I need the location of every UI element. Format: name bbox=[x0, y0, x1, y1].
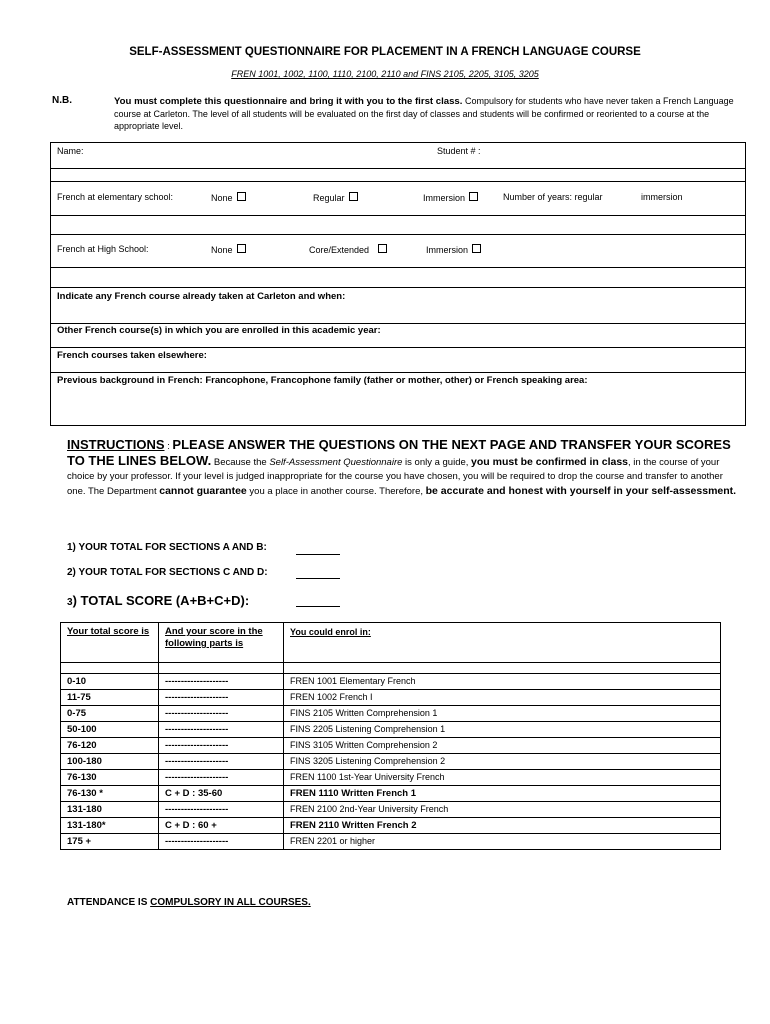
high-school-none-option[interactable] bbox=[211, 244, 246, 255]
parts-cell: -------------------- bbox=[159, 770, 284, 786]
instructions-text: is only a guide, bbox=[402, 457, 472, 468]
nb-body-text: Compulsory for students who have never taken a French Language course at Carleton. The level of all students will be evaluated on the first day of classes and students will be confirmed or reoriented to a course at the appropriate level. bbox=[114, 96, 734, 131]
divider bbox=[51, 168, 745, 169]
elsewhere-course-label: French courses taken elsewhere: bbox=[57, 350, 207, 361]
elementary-none-checkbox[interactable] bbox=[237, 192, 246, 201]
instructions-colon: : bbox=[164, 441, 173, 452]
course-cell: FREN 1001 Elementary French bbox=[284, 674, 721, 690]
parts-cell: -------------------- bbox=[159, 690, 284, 706]
attendance-note bbox=[67, 897, 311, 908]
elementary-immersion-option[interactable] bbox=[423, 192, 478, 203]
course-cell: FINS 2205 Listening Comprehension 1 bbox=[284, 722, 721, 738]
score-cell: 100-180 bbox=[61, 754, 159, 770]
table-row bbox=[61, 674, 721, 690]
table-row bbox=[61, 786, 721, 802]
parts-cell: -------------------- bbox=[159, 706, 284, 722]
placement-table bbox=[60, 622, 721, 850]
nb-label: N.B. bbox=[52, 95, 72, 106]
course-cell: FINS 3205 Listening Comprehension 2 bbox=[284, 754, 721, 770]
elementary-none-option[interactable] bbox=[211, 192, 246, 203]
total-score-text: ) TOTAL SCORE (A+B+C+D): bbox=[72, 593, 250, 608]
parts-cell: -------------------- bbox=[159, 722, 284, 738]
divider bbox=[51, 234, 745, 235]
course-cell: FINS 3105 Written Comprehension 2 bbox=[284, 738, 721, 754]
parts-cell: -------------------- bbox=[159, 802, 284, 818]
instructions-text: , in the course of your choice by your professor. If your level is judged inappropriate for the course you have chosen, you will be required to drop the course and transfer to another one. The Department bbox=[67, 457, 723, 497]
course-cell: FREN 1110 Written French 1 bbox=[284, 786, 721, 802]
high-school-immersion-checkbox[interactable] bbox=[472, 244, 481, 253]
table-row bbox=[61, 690, 721, 706]
table-row bbox=[61, 834, 721, 850]
instructions-text: you a place in another course. Therefore, bbox=[246, 486, 426, 497]
carleton-course-label: Indicate any French course already taken at Carleton and when: bbox=[57, 291, 346, 302]
parts-cell: -------------------- bbox=[159, 834, 284, 850]
table-row bbox=[61, 754, 721, 770]
divider bbox=[51, 287, 745, 288]
table-header-row bbox=[61, 623, 721, 663]
total-score-line[interactable] bbox=[296, 606, 340, 607]
divider bbox=[51, 347, 745, 348]
high-school-core-checkbox[interactable] bbox=[378, 244, 387, 253]
parts-cell: C + D : 35-60 bbox=[159, 786, 284, 802]
parts-cell: -------------------- bbox=[159, 754, 284, 770]
divider bbox=[51, 267, 745, 268]
elementary-regular-option[interactable] bbox=[313, 192, 358, 203]
table-row bbox=[61, 770, 721, 786]
high-school-core-label: Core/Extended bbox=[309, 245, 370, 255]
course-cell: FINS 2105 Written Comprehension 1 bbox=[284, 706, 721, 722]
background-label: Previous background in French: Francophone, Francophone family (father or mother, other) or French speaking area: bbox=[57, 375, 588, 386]
high-school-none-label: None bbox=[211, 245, 233, 255]
course-cell: FREN 2110 Written French 2 bbox=[284, 818, 721, 834]
current-course-label: Other French course(s) in which you are enrolled in this academic year: bbox=[57, 325, 381, 336]
total-score-label bbox=[67, 593, 249, 608]
divider bbox=[51, 215, 745, 216]
elementary-immersion-checkbox[interactable] bbox=[469, 192, 478, 201]
course-list-subtitle: FREN 1001, 1002, 1100, 1110, 2100, 2110 and FINS 2105, 2205, 3105, 3205 bbox=[231, 69, 539, 79]
score-cell: 76-130 bbox=[61, 770, 159, 786]
divider bbox=[51, 372, 745, 373]
nb-note bbox=[114, 95, 740, 132]
high-school-label: French at High School: bbox=[57, 244, 149, 254]
elementary-regular-label: Regular bbox=[313, 193, 345, 203]
table-row bbox=[61, 738, 721, 754]
attendance-prefix: ATTENDANCE IS bbox=[67, 897, 151, 908]
score-cell: 175 + bbox=[61, 834, 159, 850]
total-score-number: 3 bbox=[67, 597, 73, 608]
instructions-bold: cannot guarantee bbox=[159, 485, 247, 497]
name-label: Name: bbox=[57, 146, 84, 156]
instructions-heading-rest: PLEASE ANSWER THE QUESTIONS ON THE NEXT PAGE AND TRANSFER YOUR SCORES TO THE LINES BELOW. bbox=[67, 437, 731, 468]
instructions-bold: be accurate and honest with yourself in your self-assessment. bbox=[425, 485, 737, 497]
score-cell: 131-180* bbox=[61, 818, 159, 834]
score-cell: 131-180 bbox=[61, 802, 159, 818]
table-row bbox=[61, 706, 721, 722]
score-cell: 50-100 bbox=[61, 722, 159, 738]
total-ab-line[interactable] bbox=[296, 554, 340, 555]
parts-cell: C + D : 60 + bbox=[159, 818, 284, 834]
years-immersion-label: immersion bbox=[641, 192, 683, 202]
divider bbox=[51, 323, 745, 324]
total-cd-line[interactable] bbox=[296, 578, 340, 579]
header-parts: And your score in the following parts is bbox=[159, 623, 284, 663]
score-cell: 0-75 bbox=[61, 706, 159, 722]
instructions-italic: Self-Assessment Questionnaire bbox=[269, 457, 403, 468]
divider bbox=[51, 181, 745, 182]
table-row bbox=[61, 722, 721, 738]
page-title: SELF-ASSESSMENT QUESTIONNAIRE FOR PLACEMENT IN A FRENCH LANGUAGE COURSE bbox=[129, 46, 641, 58]
total-cd-label: 2) YOUR TOTAL FOR SECTIONS C AND D: bbox=[67, 567, 268, 578]
nb-bold-text: You must complete this questionnaire and bring it with you to the first class. bbox=[114, 96, 463, 107]
parts-cell: -------------------- bbox=[159, 738, 284, 754]
elementary-immersion-label: Immersion bbox=[423, 193, 466, 203]
high-school-core-option[interactable] bbox=[309, 244, 387, 255]
instructions-bold: you must be confirmed in class bbox=[471, 456, 629, 468]
header-score: Your total score is bbox=[61, 623, 159, 663]
instructions-text: Because the bbox=[211, 457, 270, 468]
elementary-regular-checkbox[interactable] bbox=[349, 192, 358, 201]
high-school-immersion-option[interactable] bbox=[426, 244, 481, 255]
total-ab-label: 1) YOUR TOTAL FOR SECTIONS A AND B: bbox=[67, 542, 267, 553]
score-cell: 11-75 bbox=[61, 690, 159, 706]
course-cell: FREN 1100 1st-Year University French bbox=[284, 770, 721, 786]
high-school-none-checkbox[interactable] bbox=[237, 244, 246, 253]
course-cell: FREN 1002 French I bbox=[284, 690, 721, 706]
score-cell: 76-120 bbox=[61, 738, 159, 754]
course-cell: FREN 2100 2nd-Year University French bbox=[284, 802, 721, 818]
score-cell: 76-130 * bbox=[61, 786, 159, 802]
high-school-immersion-label: Immersion bbox=[426, 245, 469, 255]
parts-cell: -------------------- bbox=[159, 674, 284, 690]
elementary-none-label: None bbox=[211, 193, 233, 203]
score-cell: 0-10 bbox=[61, 674, 159, 690]
header-enrol: You could enrol in: bbox=[284, 623, 721, 663]
course-cell: FREN 2201 or higher bbox=[284, 834, 721, 850]
years-regular-label: Number of years: regular bbox=[503, 192, 603, 202]
student-number-label: Student # : bbox=[437, 146, 481, 156]
student-info-form bbox=[50, 142, 746, 426]
instructions bbox=[67, 438, 737, 499]
elementary-label: French at elementary school: bbox=[57, 192, 174, 202]
instructions-heading: INSTRUCTIONS bbox=[67, 437, 165, 452]
table-spacer-row bbox=[61, 663, 721, 674]
table-row bbox=[61, 802, 721, 818]
table-row bbox=[61, 818, 721, 834]
attendance-underlined: COMPULSORY IN ALL COURSES. bbox=[150, 897, 311, 908]
